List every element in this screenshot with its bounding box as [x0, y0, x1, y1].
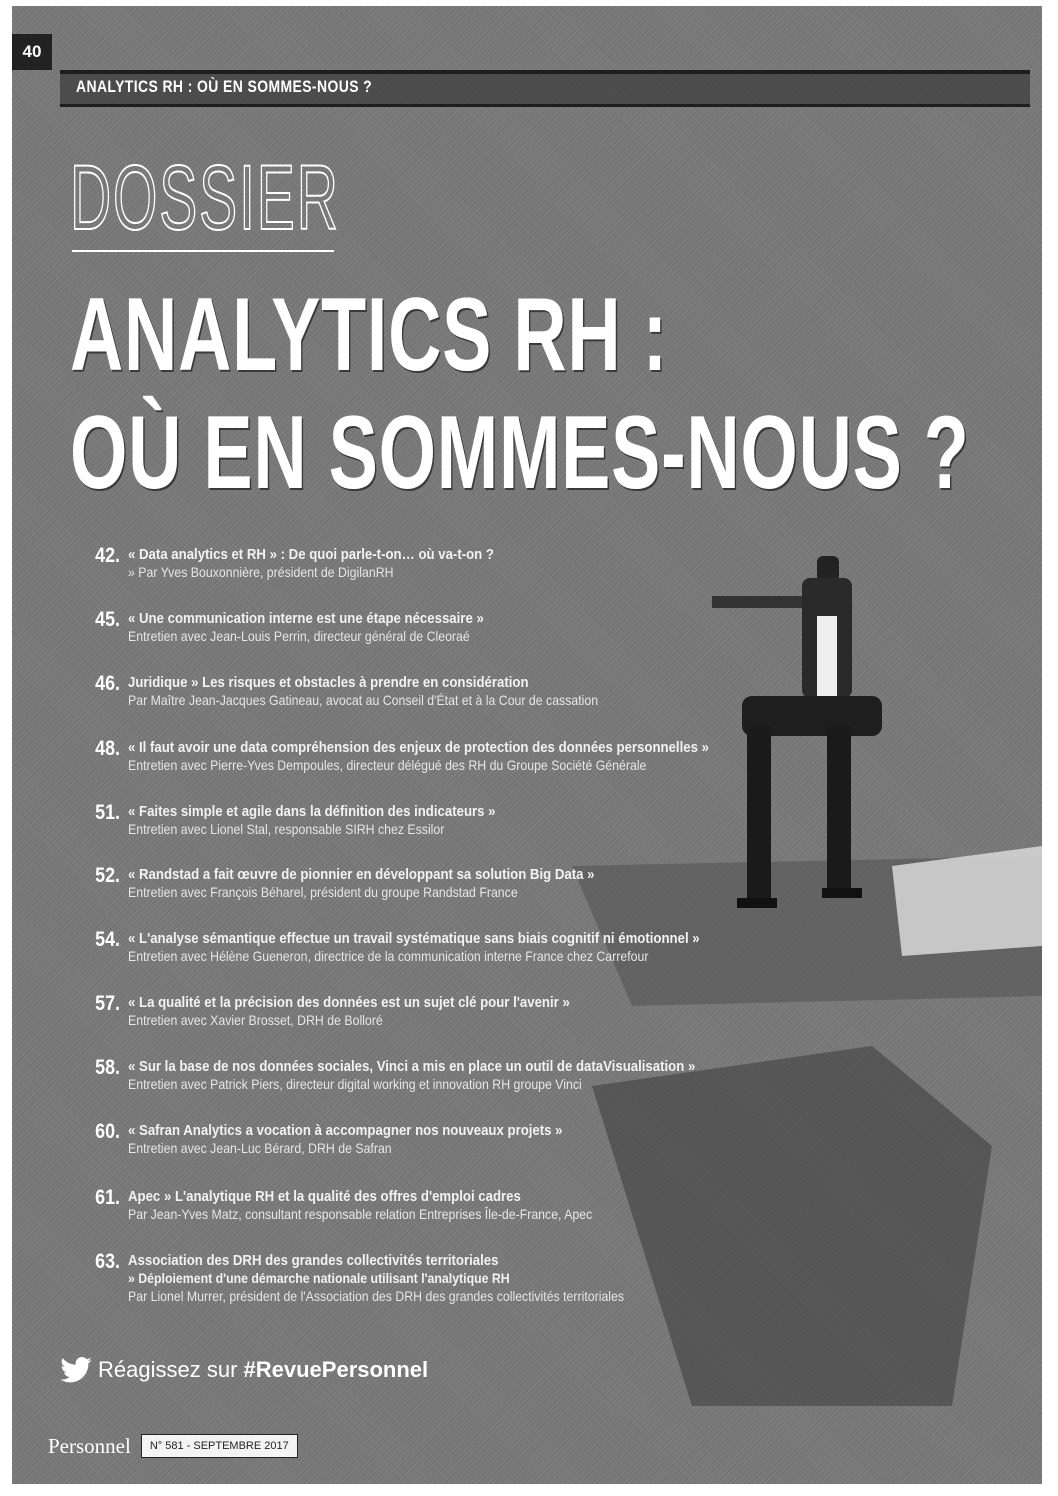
toc-page-number: 51.: [95, 801, 120, 824]
toc-entry-title: « La qualité et la précision des données est un sujet clé pour l'avenir »: [128, 994, 570, 1011]
toc-entry-title: « Randstad a fait œuvre de pionnier en développant sa solution Big Data »: [128, 866, 595, 883]
toc-entry-author: » Par Yves Bouxonnière, président de DigilanRH: [128, 564, 394, 580]
twitter-bird-icon: [60, 1357, 92, 1383]
toc-page-number: 48.: [95, 737, 120, 760]
man-with-binoculars-illustration: [572, 526, 1042, 1406]
magazine-page: [12, 6, 1042, 1484]
toc-entry-title: « Safran Analytics a vocation à accompagner nos nouveaux projets »: [128, 1122, 563, 1139]
toc-entry-title: Juridique » Les risques et obstacles à prendre en considération: [128, 674, 529, 691]
toc-entry-title: Association des DRH des grandes collectivités territoriales: [128, 1252, 499, 1269]
issue-info: N° 581 - SEPTEMBRE 2017: [141, 1434, 298, 1458]
toc-entry-title: « Il faut avoir une data compréhension des enjeux de protection des données personnelles »: [128, 739, 709, 756]
toc-entry-author: Entretien avec Pierre-Yves Dempoules, directeur délégué des RH du Groupe Société Générale: [128, 757, 647, 773]
page-title-line-1: ANALYTICS RH :: [70, 277, 668, 393]
toc-entry-author: Par Jean-Yves Matz, consultant responsable relation Entreprises Île-de-France, Apec: [128, 1206, 593, 1222]
toc-entry-author: Entretien avec Hélène Gueneron, directrice de la communication interne France chez Carrefour: [128, 948, 649, 964]
dossier-underline: [72, 250, 334, 252]
toc-entry-author: Entretien avec Jean-Luc Bérard, DRH de Safran: [128, 1140, 392, 1156]
page-number: 40: [12, 34, 52, 70]
twitter-prefix: Réagissez sur: [98, 1357, 244, 1382]
toc-page-number: 60.: [95, 1120, 120, 1143]
toc-page-number: 54.: [95, 928, 120, 951]
twitter-hashtag[interactable]: #RevuePersonnel: [243, 1357, 429, 1382]
page-title: [70, 276, 970, 512]
page-footer: [44, 1434, 298, 1458]
toc-entry-title: « L'analyse sémantique effectue un travail systématique sans biais cognitif ni émotionnel »: [128, 930, 700, 947]
toc-entry-title: « Data analytics et RH » : De quoi parle-t-on… où va-t-on ?: [128, 546, 494, 563]
toc-page-number: 42.: [95, 544, 120, 567]
section-header-title: ANALYTICS RH : OÙ EN SOMMES-NOUS ?: [76, 77, 373, 96]
toc-entry-author: Par Lionel Murrer, président de l'Association des DRH des grandes collectivités territoriales: [128, 1288, 625, 1304]
toc-page-number: 45.: [95, 608, 120, 631]
toc-entry-author: Entretien avec Patrick Piers, directeur digital working et innovation RH groupe Vinci: [128, 1076, 582, 1092]
toc-entry-author: Entretien avec Lionel Stal, responsable SIRH chez Essilor: [128, 821, 445, 837]
toc-page-number: 61.: [95, 1186, 120, 1209]
dossier-label: DOSSIER: [70, 147, 340, 249]
toc-entry-author: Par Maître Jean-Jacques Gatineau, avocat au Conseil d'État et à la Cour de cassation: [128, 692, 599, 708]
toc-entry-author: Entretien avec Jean-Louis Perrin, directeur général de Cleoraé: [128, 628, 470, 644]
magazine-logo: Personnel: [48, 1433, 131, 1458]
toc-page-number: 58.: [95, 1056, 120, 1079]
page-title-line-2: OÙ EN SOMMES-NOUS ?: [70, 395, 970, 511]
toc-page-number: 52.: [95, 864, 120, 887]
twitter-callout[interactable]: [60, 1352, 428, 1388]
toc-page-number: 46.: [95, 672, 120, 695]
toc-entry-title: Apec » L'analytique RH et la qualité des offres d'emploi cadres: [128, 1188, 521, 1205]
toc-entry-title: « Faites simple et agile dans la définition des indicateurs »: [128, 803, 496, 820]
toc-entry-author: Entretien avec Xavier Brosset, DRH de Bolloré: [128, 1012, 383, 1028]
toc-page-number: 63.: [95, 1250, 120, 1273]
toc-entry-subtitle: » Déploiement d'une démarche nationale utilisant l'analytique RH: [128, 1270, 510, 1286]
section-header-band: [60, 70, 1030, 107]
toc-entry-title: « Sur la base de nos données sociales, Vinci a mis en place un outil de dataVisualisation »: [128, 1058, 696, 1075]
toc-entry-title: « Une communication interne est une étape nécessaire »: [128, 610, 484, 627]
twitter-callout-text: [98, 1357, 428, 1383]
toc-page-number: 57.: [95, 992, 120, 1015]
toc-entry-author: Entretien avec François Béharel, président du groupe Randstad France: [128, 884, 518, 900]
